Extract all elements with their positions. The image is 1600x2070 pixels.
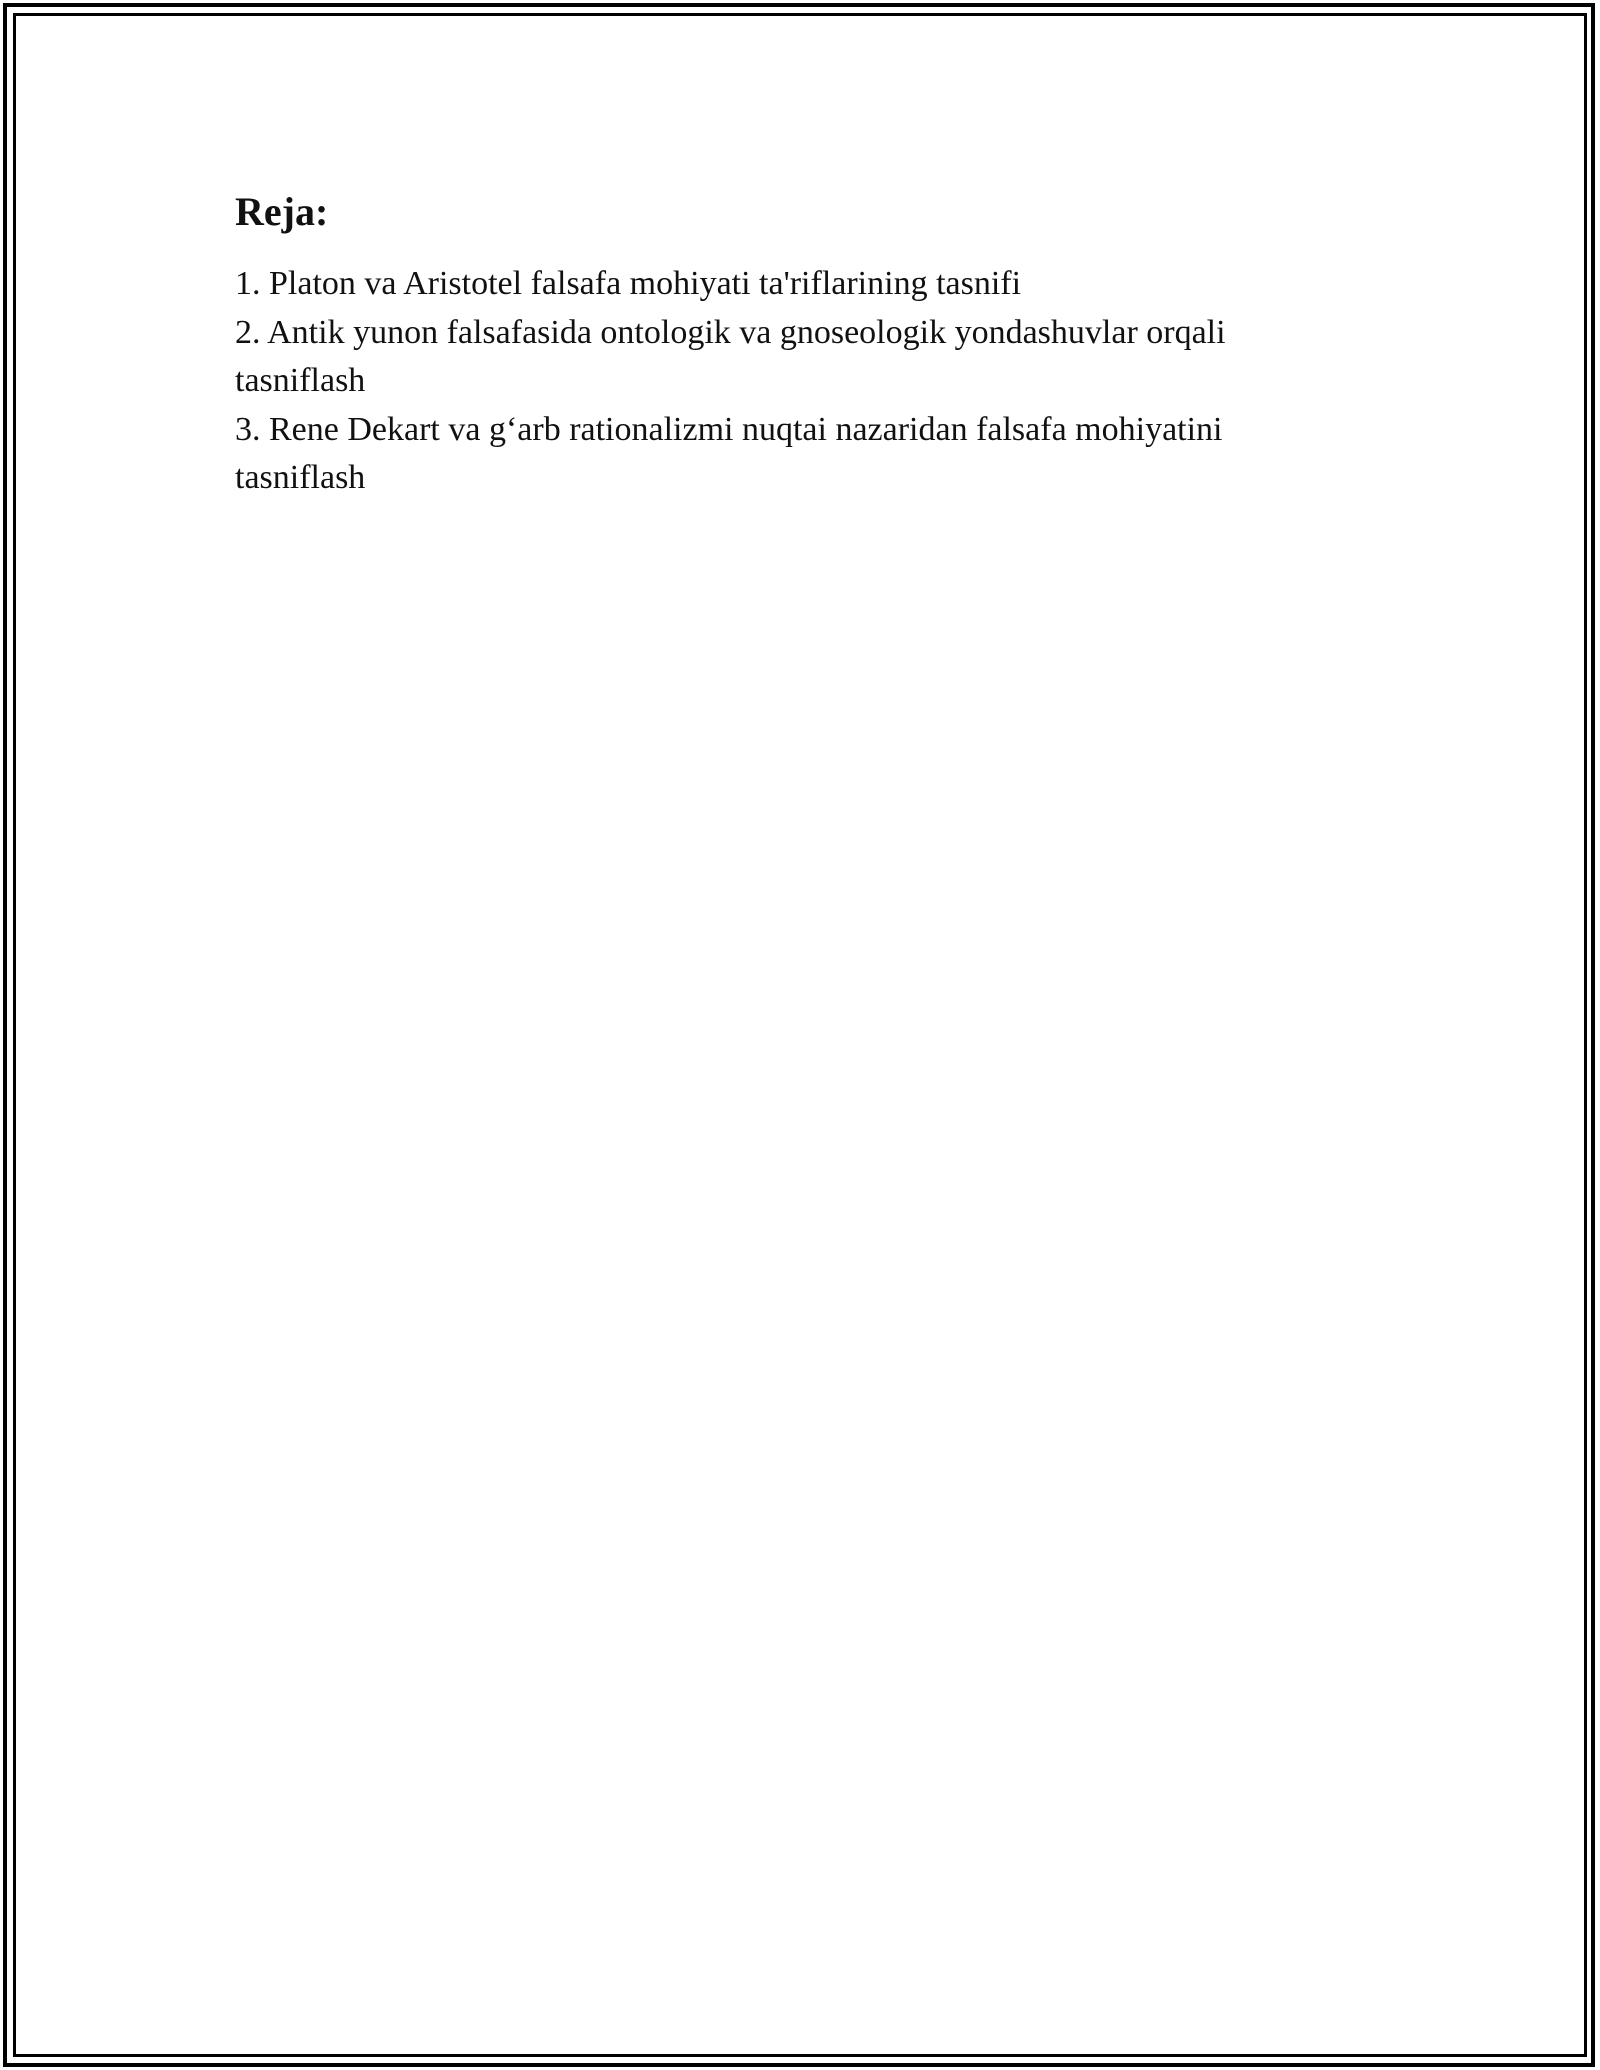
plan-item-2: 2. Antik yunon falsafasida ontologik va gnoseologik yondashuvlar orqali tasniflash xyxy=(235,313,1226,399)
plan-item-3: 3. Rene Dekart va g‘arb rationalizmi nuqtai nazaridan falsafa mohiyatini tasniflash xyxy=(235,410,1223,496)
plan-item-1: 1. Platon va Aristotel falsafa mohiyati ta'riflarining tasnifi xyxy=(235,265,1022,302)
plan-list xyxy=(235,260,1385,503)
page-content xyxy=(235,186,1385,503)
plan-heading: Reja: xyxy=(235,189,329,234)
